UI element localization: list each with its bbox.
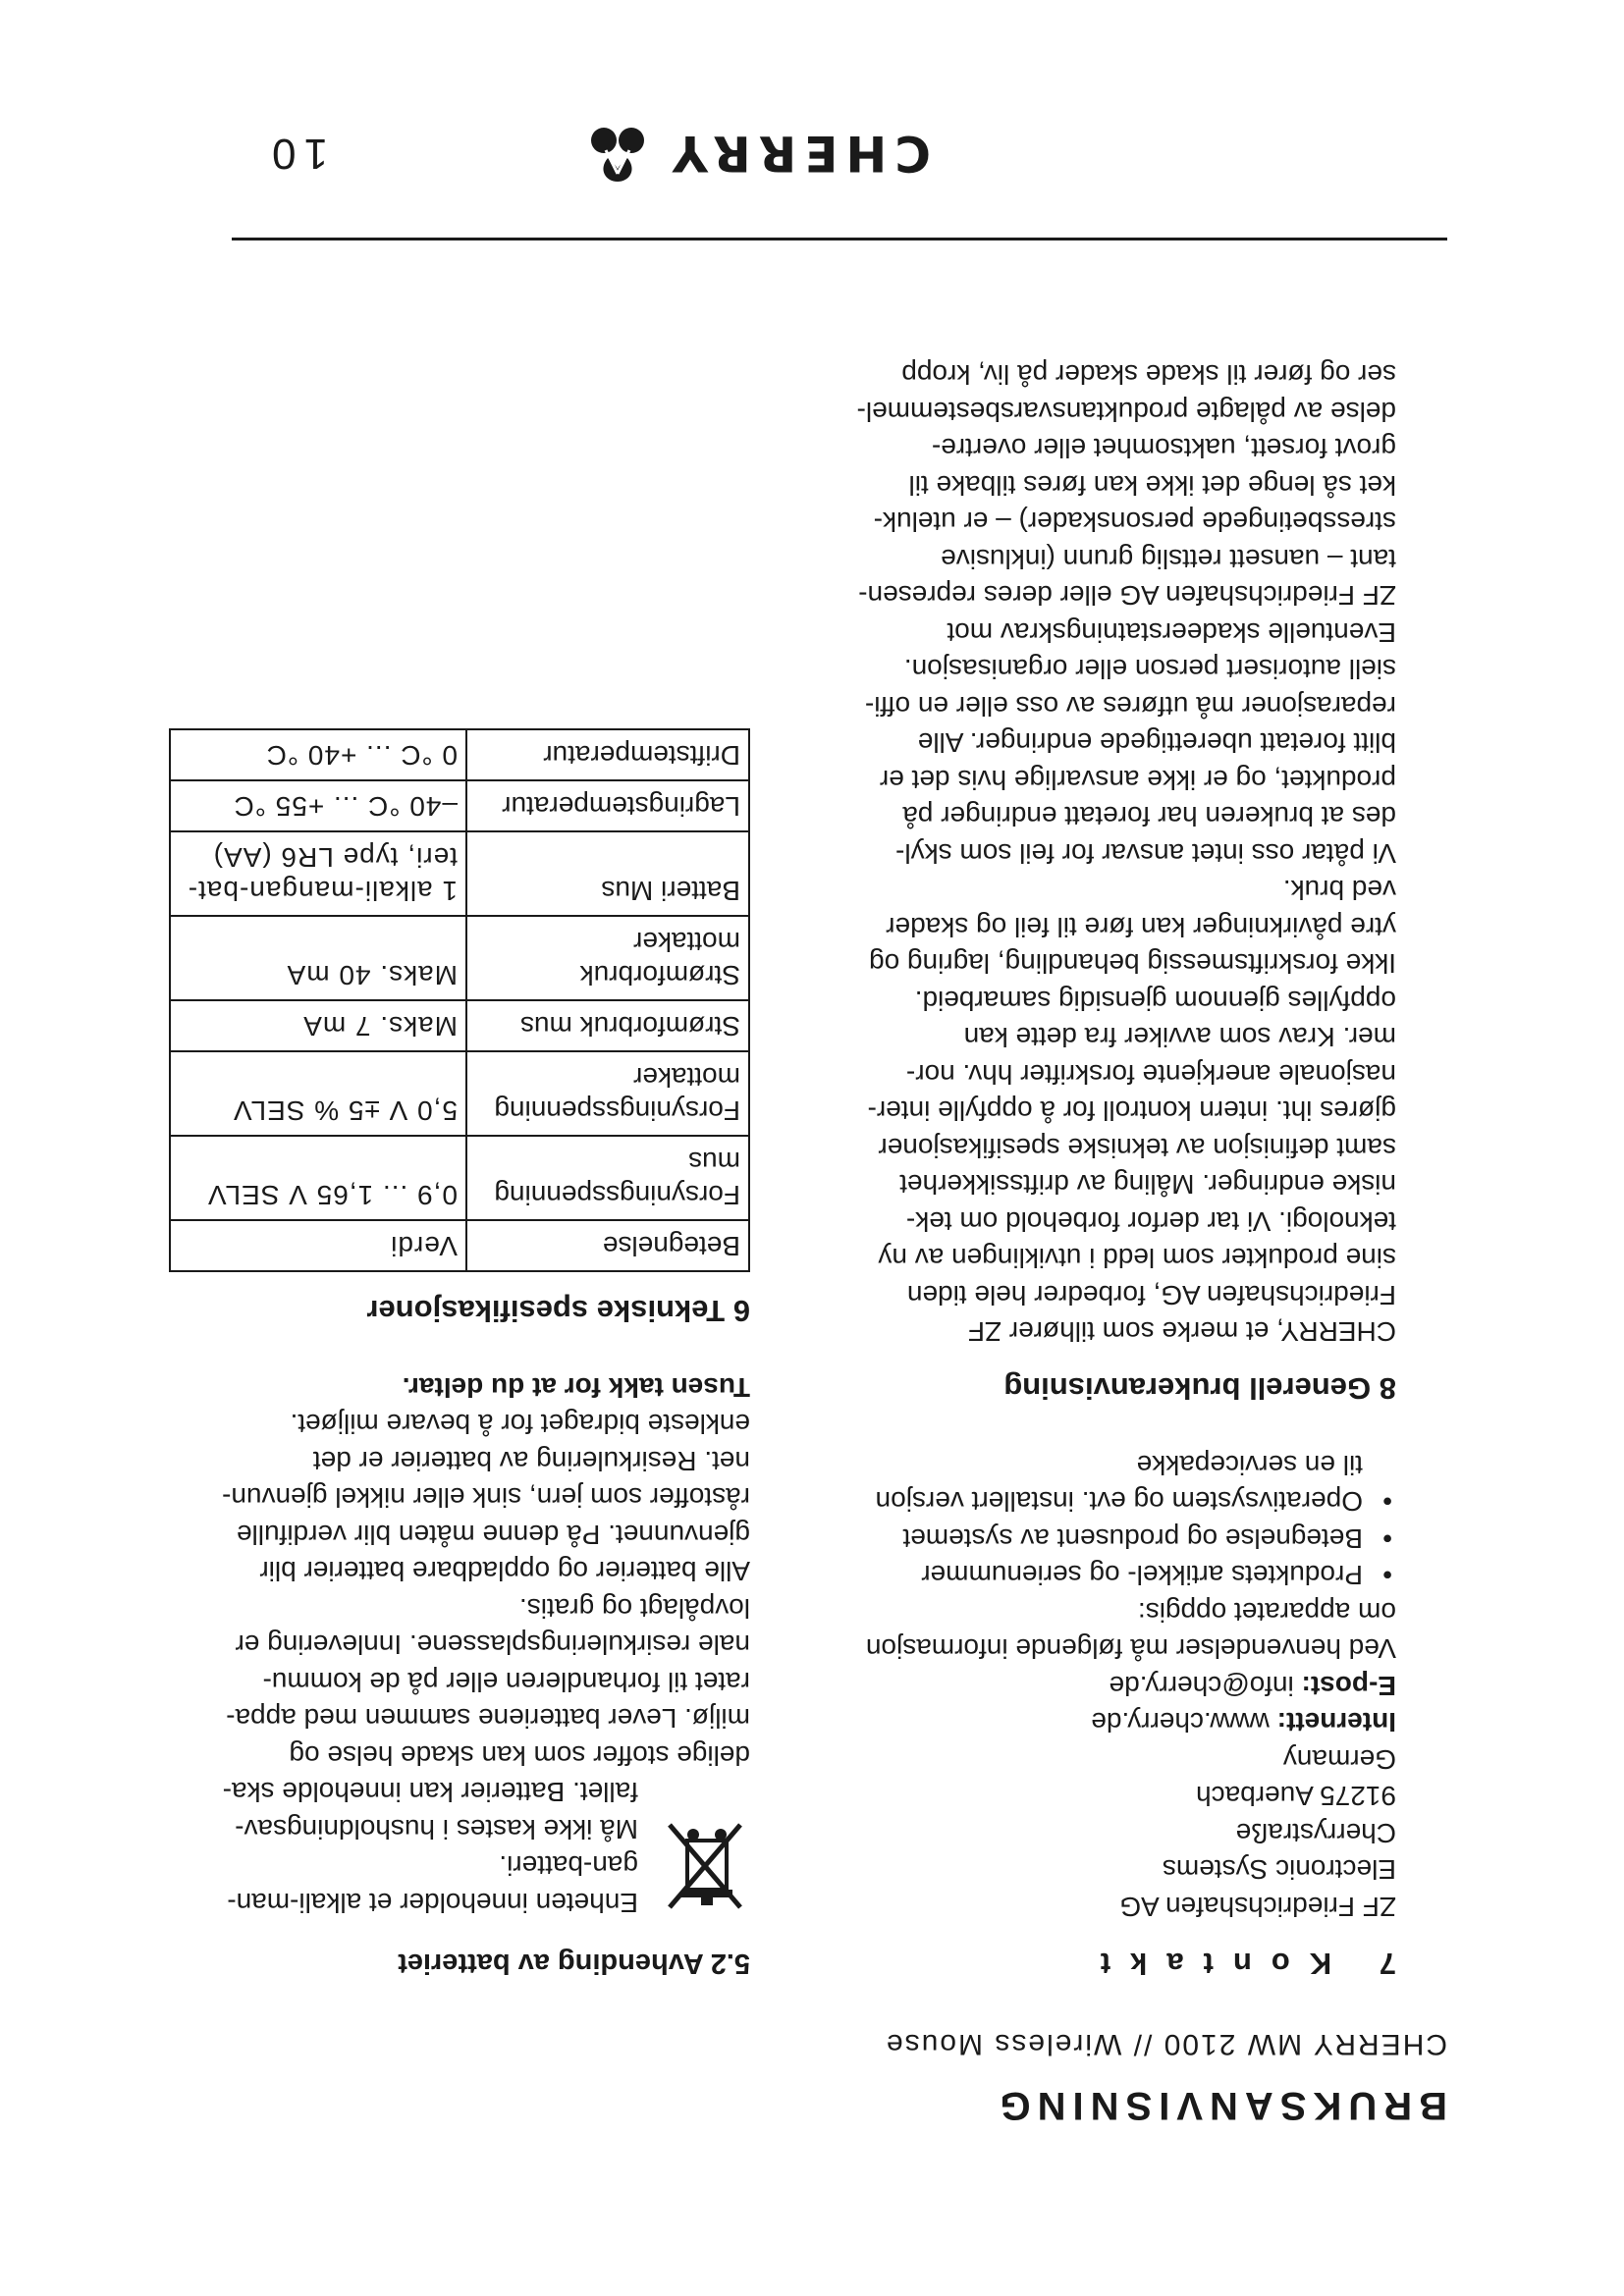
spec-label xyxy=(466,1137,749,1221)
text-line: Strømforbruk xyxy=(579,960,740,991)
text-line: Forsyningsspenning xyxy=(494,1095,740,1127)
text-line: ZF Friedrichshafen AG eller deres represen- xyxy=(858,580,1396,612)
battery-and-specs-column xyxy=(161,729,750,1983)
inquiry-bullet-list xyxy=(807,1447,1396,1594)
table-row xyxy=(170,917,749,1001)
text-line: –40 °C ... +55 °C xyxy=(233,791,458,823)
text-line: gjenvunnet. På denne måten blir verdifulle xyxy=(236,1520,750,1550)
text-line: Driftstemperatur xyxy=(543,740,740,772)
text-line: grovt forsett, uaktsomhet eller overtre- xyxy=(931,433,1396,464)
product-subtitle: CHERRY MW 2100 // Wireless Mouse xyxy=(884,2028,1447,2060)
text-line: Forsyningsspenning xyxy=(494,1180,740,1211)
table-header-cell: Betegnelse xyxy=(466,1221,749,1272)
specs-table xyxy=(169,729,750,1273)
text-line: CHERRY, et merke som tilhører ZF xyxy=(967,1316,1396,1348)
text-line: • Produktets artikkel- og serienummer xyxy=(921,1560,1363,1591)
table-row xyxy=(170,1001,749,1052)
spec-label xyxy=(466,832,749,917)
text-line: • Betegnelse og produsent av systemet xyxy=(902,1523,1363,1554)
text-line: sine produkter som ledd i utviklingen av ny xyxy=(878,1243,1396,1274)
spec-label xyxy=(466,781,749,832)
text-line: 5,0 V ±5 % SELV xyxy=(232,1095,458,1127)
spec-value xyxy=(170,1001,466,1052)
internet-label: Internett: xyxy=(1276,1707,1396,1738)
table-row xyxy=(170,1137,749,1221)
text-line: enkleste bidraget for å bevare miljøet. xyxy=(290,1409,750,1440)
email-label: E-post: xyxy=(1301,1671,1396,1701)
text-line: Maks. 7 mA xyxy=(302,1011,458,1042)
text-line: Vi påtar oss intet ansvar for feil som skyl- xyxy=(895,838,1396,869)
text-line: gan-batteri. xyxy=(499,1850,638,1882)
email-line xyxy=(807,1668,1396,1705)
website-link[interactable]: www.cherry.de xyxy=(1091,1707,1270,1738)
text-line: gjøres iht. intern kontroll for å oppfylle inter- xyxy=(867,1095,1396,1127)
spec-value xyxy=(170,917,466,1001)
warranty-paragraph-3 xyxy=(807,356,1396,651)
text-line: Friedrichshafen AG, forbedrer hele tiden xyxy=(906,1280,1396,1310)
text-line: siell autorisert person eller organisasjon. xyxy=(903,654,1396,685)
brand-name: CHERRY xyxy=(664,125,931,182)
specs-heading: 6 Tekniske spesifikasjoner xyxy=(366,1294,750,1329)
text-line: ZF Friedrichshafen AG xyxy=(1119,1892,1396,1922)
text-line: ratet til forhandleren eller på de kommu- xyxy=(262,1667,750,1697)
internet-line xyxy=(807,1704,1396,1741)
text-line: samt definisjon av tekniske spesifikasjoner xyxy=(878,1133,1396,1163)
text-line: stressbetingede personskader) – er uteluk- xyxy=(873,507,1396,538)
text-line: Cherrystraße xyxy=(1235,1818,1396,1848)
contact-and-warranty-column xyxy=(807,356,1396,1982)
page-title: BRUKSANVISNING xyxy=(993,2084,1447,2127)
specs-header-row xyxy=(170,1221,749,1272)
battery-disposal-paragraph xyxy=(161,1590,750,1775)
text-line: ket så lenge det ikke kan føres tilbake til xyxy=(908,470,1396,501)
battery-disposal-intro xyxy=(161,1774,750,1921)
page-number: 10 xyxy=(264,130,328,178)
text-line: oppfylles gjennom gjensidig samarbeid. xyxy=(914,986,1396,1016)
text-line: nale resirkuleringsplassene. Innlevering er xyxy=(235,1629,750,1661)
list-item xyxy=(807,1557,1396,1594)
text-line: Germany xyxy=(1282,1744,1396,1775)
text-line: til en servicepakke xyxy=(1136,1450,1363,1480)
text-line: tant – uansett rettslig grunn (inklusive xyxy=(941,544,1396,574)
thanks-note: Tusen takk for at du deltar. xyxy=(402,1372,750,1403)
spec-value xyxy=(170,781,466,832)
spec-value xyxy=(170,832,466,917)
text-line: mus xyxy=(688,1147,740,1178)
text-line: teri, type LR6 (AA) xyxy=(212,842,458,874)
cherry-logo xyxy=(584,119,931,187)
text-line: miljø. Lever batteriene sammen med appa- xyxy=(226,1703,750,1735)
text-line: ytre påvirkninger kan føre til feil og skader xyxy=(886,912,1396,942)
text-line: fallet. Batterier kan inneholde ska- xyxy=(222,1777,638,1808)
spec-label xyxy=(466,1001,749,1052)
cherry-logo-icon xyxy=(584,119,651,187)
text-line: delse av pålagte produktansvarsbestemmel- xyxy=(856,397,1396,427)
footer-divider xyxy=(232,238,1447,240)
spec-value xyxy=(170,730,466,781)
text-line: Lagringstemperatur xyxy=(502,791,740,823)
list-item xyxy=(807,1521,1396,1558)
warranty-paragraph-1 xyxy=(807,872,1396,1351)
table-row xyxy=(170,832,749,917)
battery-disposal-heading: 5.2 Avhending av batteriet xyxy=(398,1948,750,1979)
text-line: delige stoffer som kan skade helse og xyxy=(289,1740,750,1771)
spec-label xyxy=(466,730,749,781)
table-header-cell: Verdi xyxy=(170,1221,466,1272)
text-line: Ved henvendelser må følgende informasjon xyxy=(865,1633,1396,1665)
warranty-heading: 8 Generell brukeranvisning xyxy=(1003,1371,1396,1407)
text-line: niske endringer. Måling av driftssikkerhet xyxy=(899,1169,1396,1201)
text-line: lovpålagt og gratis. xyxy=(518,1593,750,1624)
text-line: Maks. 40 mA xyxy=(286,960,458,991)
list-item xyxy=(807,1447,1396,1521)
text-line: 91275 Auerbach xyxy=(1196,1781,1396,1812)
text-line: blitt foretatt uberettigede endringer. Alle xyxy=(917,727,1396,759)
text-line: Batteri Mus xyxy=(601,876,740,907)
table-row xyxy=(170,730,749,781)
text-line: 0,9 ... 1,65 V SELV xyxy=(206,1180,458,1211)
text-line: Ikke forskriftsmessig behandling, lagring og xyxy=(869,948,1396,980)
text-line: net. Resirkulering av batterier er det xyxy=(312,1446,750,1476)
text-line: ser og fører til skade skader på liv, kropp xyxy=(901,359,1396,391)
text-line: Strømforbruk mus xyxy=(519,1011,740,1042)
inquiry-text xyxy=(807,1594,1396,1668)
spec-label xyxy=(466,917,749,1001)
text-line: 1 alkali-mangan-bat- xyxy=(187,876,458,907)
table-row xyxy=(170,781,749,832)
email-link[interactable]: info@cherry.de xyxy=(1109,1671,1294,1701)
spec-value xyxy=(170,1052,466,1137)
text-line: ved bruk. xyxy=(1282,875,1396,906)
text-line: des at brukeren har foretatt endringer på xyxy=(902,801,1396,832)
contact-heading: 7 Kontakt xyxy=(1080,1947,1396,1981)
text-line: mottaker xyxy=(633,927,740,958)
text-line: • Operativsystem og evt. installert versjon xyxy=(875,1486,1363,1518)
text-line: Må ikke kastes i husholdningsav- xyxy=(235,1814,638,1844)
text-line: mottaker xyxy=(633,1062,740,1094)
contact-address xyxy=(807,1741,1396,1926)
text-line: Alle batterier og oppladbare batterier blir xyxy=(259,1556,750,1587)
battery-recycling-paragraph xyxy=(161,1406,750,1590)
warranty-paragraph-2 xyxy=(807,651,1396,872)
spec-value xyxy=(170,1137,466,1221)
crossed-out-wheelie-bin-icon xyxy=(660,1817,750,1915)
text-line: 0 °C ... +40 °C xyxy=(265,740,458,772)
text-line: nasjonale anerkjente forskrifter hhv. nor- xyxy=(905,1059,1396,1090)
text-line: produktet, og er ikke ansvarlige hvis det er xyxy=(879,765,1396,795)
battery-intro-text xyxy=(161,1774,638,1921)
text-line: om apparatet oppgis: xyxy=(1137,1597,1396,1628)
text-line: Electronic Systems xyxy=(1162,1854,1396,1886)
text-line: reparasjoner må utføres av oss eller en offi- xyxy=(864,691,1396,721)
text-line: råstoffer som jern, sink eller nikkel gjenvun- xyxy=(222,1482,750,1514)
text-line: Enheten inneholder et alkali-man- xyxy=(227,1888,638,1918)
table-row xyxy=(170,1052,749,1137)
spec-label xyxy=(466,1052,749,1137)
text-line: mer. Krav som avviker fra dette kan xyxy=(963,1022,1396,1053)
text-line: teknologi. Vi tar derfor forbehold om tek- xyxy=(905,1206,1396,1237)
text-line: Eventuelle skadeerstatningskrav mot xyxy=(947,617,1396,648)
